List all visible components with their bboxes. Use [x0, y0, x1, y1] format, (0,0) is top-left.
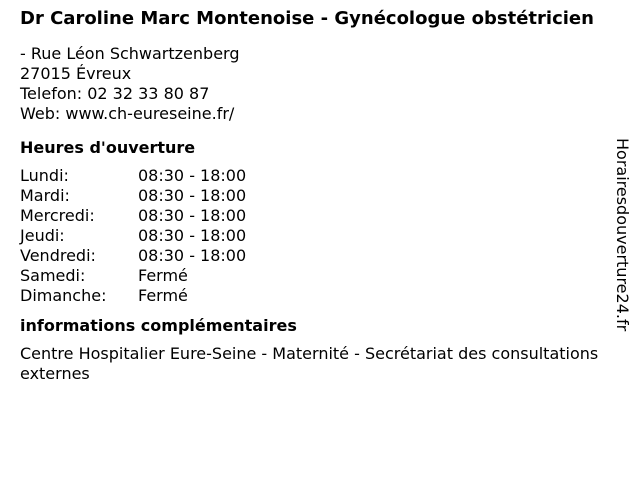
day-label: Lundi: — [20, 166, 69, 185]
brand-watermark — [612, 138, 632, 348]
day-hours: Fermé — [138, 266, 188, 285]
hours-row-tuesday — [20, 186, 246, 206]
day-label: Samedi: — [20, 266, 86, 285]
day-hours: 08:30 - 18:00 — [138, 166, 247, 185]
day-hours: 08:30 - 18:00 — [138, 246, 247, 265]
day-hours: 08:30 - 18:00 — [138, 206, 247, 225]
hours-row-thursday — [20, 226, 246, 246]
day-label: Mercredi: — [20, 206, 95, 225]
day-label: Dimanche: — [20, 286, 107, 305]
opening-hours-heading: Heures d'ouverture — [20, 138, 196, 157]
street-address: - Rue Léon Schwartzenberg — [20, 44, 240, 63]
page-title: Dr Caroline Marc Montenoise - Gynécologue obstétricien — [20, 8, 594, 29]
brand-text: Horairesdouverture24.fr — [613, 138, 632, 332]
opening-hours-table — [20, 166, 246, 306]
hours-row-wednesday — [20, 206, 246, 226]
phone-number: Telefon: 02 32 33 80 87 — [20, 84, 210, 103]
day-hours: 08:30 - 18:00 — [138, 226, 247, 245]
day-label: Vendredi: — [20, 246, 96, 265]
day-label: Jeudi: — [20, 226, 65, 245]
info-text: Centre Hospitalier Eure-Seine - Maternité - Secrétariat des consultations externes — [20, 344, 599, 383]
day-label: Mardi: — [20, 186, 70, 205]
hours-row-sunday — [20, 286, 246, 306]
hours-row-saturday — [20, 266, 246, 286]
hours-row-monday — [20, 166, 246, 186]
day-hours: Fermé — [138, 286, 188, 305]
city-postal: 27015 Évreux — [20, 64, 132, 83]
main-content — [20, 8, 612, 384]
info-heading: informations complémentaires — [20, 316, 297, 335]
website-link[interactable]: Web: www.ch-eureseine.fr/ — [20, 104, 235, 123]
day-hours: 08:30 - 18:00 — [138, 186, 247, 205]
address-block — [20, 44, 612, 124]
hours-row-friday — [20, 246, 246, 266]
